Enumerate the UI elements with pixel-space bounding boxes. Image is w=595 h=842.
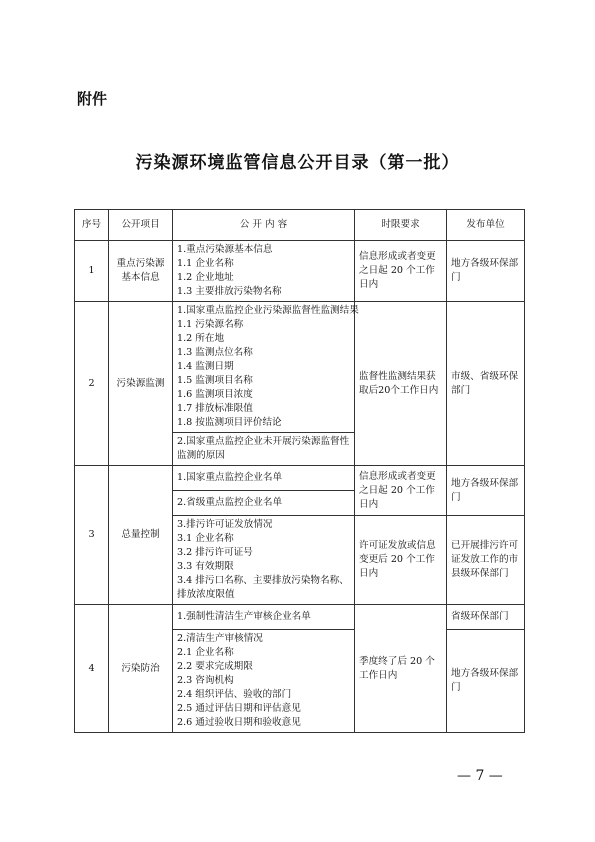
time-limit-cell: 季度终了后 20 个工作日内: [355, 605, 447, 733]
content-line: 2.5 通过评估日期和评估意见: [177, 703, 301, 714]
content-line: 2.6 通过验收日期和验收意见: [177, 717, 301, 728]
content-line: 3.2 排污许可证号: [177, 547, 253, 558]
content-line: 3.4 排污口名称、主要排放污染物名称、排放浓度限值: [177, 575, 349, 600]
header-time-limit: 时限要求: [355, 210, 447, 241]
table-header-row: [75, 210, 525, 241]
content-cell: [173, 433, 355, 466]
content-line: 1.3 主要排放污染物名称: [177, 286, 282, 297]
content-cell: [173, 630, 355, 733]
table-row: [75, 466, 525, 491]
table-row: [75, 241, 525, 302]
table-row: [75, 605, 525, 630]
content-line: 3.3 有效期限: [177, 561, 234, 572]
content-cell: 1.国家重点监控企业名单: [173, 466, 355, 491]
row-number: 2: [75, 302, 109, 466]
content-line: 1.5 监测项目名称: [177, 375, 253, 386]
content-line: 1.3 监测点位名称: [177, 347, 253, 358]
content-line: 1.7 排放标准限值: [177, 403, 253, 414]
header-content: 公 开 内 容: [173, 210, 355, 241]
content-line: 2.3 咨询机构: [177, 675, 234, 686]
project-cell: 污染源监测: [109, 302, 173, 466]
project-cell: 重点污染源基本信息: [109, 241, 173, 302]
content-cell: 1.强制性清洁生产审核企业名单: [173, 605, 355, 630]
publisher-cell: 地方各级环保部门: [447, 630, 525, 733]
content-line: 3.排污许可证发放情况: [177, 519, 273, 530]
content-cell: [173, 516, 355, 605]
content-line: 2.4 组织评估、验收的部门: [177, 689, 292, 700]
content-line: 2.1 企业名称: [177, 647, 234, 658]
header-publisher: 发布单位: [447, 210, 525, 241]
content-cell: 2.省级重点监控企业名单: [173, 491, 355, 516]
time-limit-cell: 信息形成或者变更之日起 20 个工作日内: [355, 241, 447, 302]
publisher-cell: 省级环保部门: [447, 605, 525, 630]
content-line: 1.国家重点监控企业污染源监督性监测结果: [177, 305, 359, 316]
attachment-label: 附件: [77, 90, 108, 108]
row-number: 3: [75, 466, 109, 605]
table-row: [75, 302, 525, 433]
content-line: 2.国家重点监控企业未开展污染源监督性监测的原因: [177, 436, 350, 461]
page-title: 污染源环境监管信息公开目录（第一批）: [135, 153, 460, 173]
content-line: 1.6 监测项目浓度: [177, 389, 253, 400]
disclosure-table: [74, 209, 525, 733]
content-line: 1.8 按监测项目评价结论: [177, 417, 282, 428]
content-line: 2.清洁生产审核情况: [177, 633, 263, 644]
header-project: 公开项目: [109, 210, 173, 241]
content-line: 3.1 企业名称: [177, 533, 234, 544]
content-line: 2.2 要求完成期限: [177, 661, 253, 672]
publisher-cell: 市级、省级环保部门: [447, 302, 525, 466]
publisher-cell: 地方各级环保部门: [447, 466, 525, 516]
publisher-cell: 地方各级环保部门: [447, 241, 525, 302]
content-line: 1.4 监测日期: [177, 361, 234, 372]
content-cell: [173, 241, 355, 302]
publisher-cell: 已开展排污许可证发放工作的市县级环保部门: [447, 516, 525, 605]
project-cell: 污染防治: [109, 605, 173, 733]
time-limit-cell: 监督性监测结果获取后20个工作日内: [355, 302, 447, 466]
project-cell: 总量控制: [109, 466, 173, 605]
content-line: 1.1 污染源名称: [177, 319, 244, 330]
content-line: 1.1 企业名称: [177, 258, 234, 269]
header-no: 序号: [75, 210, 109, 241]
content-line: 1.重点污染源基本信息: [177, 244, 273, 255]
content-line: 1.2 所在地: [177, 333, 225, 344]
content-cell: [173, 302, 359, 433]
content-line: 1.2 企业地址: [177, 272, 234, 283]
time-limit-cell: 信息形成或者变更之日起 20 个工作日内: [355, 466, 447, 516]
row-number: 1: [75, 241, 109, 302]
row-number: 4: [75, 605, 109, 733]
page-number: — 7 —: [457, 768, 503, 784]
time-limit-cell: 许可证发放或信息变更后 20 个工作日内: [355, 516, 447, 605]
